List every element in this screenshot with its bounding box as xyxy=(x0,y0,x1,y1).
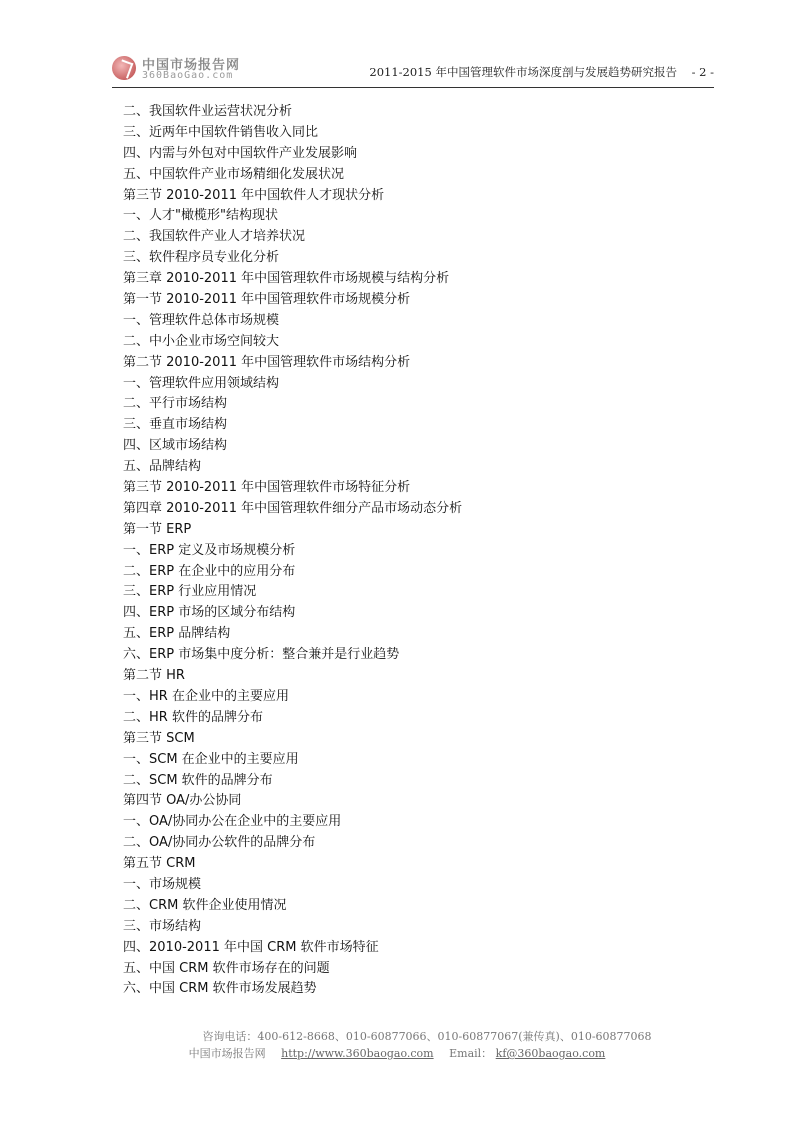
toc-item: 二、CRM 软件企业使用情况 xyxy=(123,897,287,913)
toc-item: 三、近两年中国软件销售收入同比 xyxy=(123,124,319,140)
toc-item: 一、HR 在企业中的主要应用 xyxy=(123,688,289,704)
toc-item: 四、区域市场结构 xyxy=(123,438,228,454)
toc-item: 六、中国 CRM 软件市场发展趋势 xyxy=(123,981,317,997)
toc-item: 一、市场规模 xyxy=(123,876,202,892)
page-number: - 2 - xyxy=(691,65,714,79)
toc-item: 三、ERP 行业应用情况 xyxy=(123,584,257,600)
site-logo[interactable] xyxy=(112,52,252,88)
toc-item: 第四节 OA/办公协同 xyxy=(123,793,242,809)
logo-text-en: 360BaoGao.com xyxy=(142,70,234,81)
toc-item: 一、OA/协同办公在企业中的主要应用 xyxy=(123,814,342,830)
toc-item: 五、中国 CRM 软件市场存在的问题 xyxy=(123,960,330,976)
header-divider xyxy=(112,87,714,88)
toc-item: 四、2010-2011 年中国 CRM 软件市场特征 xyxy=(123,939,379,955)
logo-text-cn: 中国市场报告网 xyxy=(142,58,241,73)
toc-item: 二、平行市场结构 xyxy=(123,396,228,412)
toc-item: 第三章 2010-2011 年中国管理软件市场规模与结构分析 xyxy=(123,271,450,287)
toc-item: 第三节 2010-2011 年中国管理软件市场特征分析 xyxy=(123,480,411,496)
toc-item: 二、SCM 软件的品牌分布 xyxy=(123,772,273,788)
toc-item: 四、内需与外包对中国软件产业发展影响 xyxy=(123,145,358,161)
toc-item: 三、软件程序员专业化分析 xyxy=(123,250,280,266)
report-title xyxy=(369,64,714,80)
toc-item: 四、ERP 市场的区域分布结构 xyxy=(123,605,296,621)
footer-contact: 咨询电话：400-612-8668、010-60877066、010-60877067(兼传真)、010-60877068 xyxy=(202,1030,652,1043)
toc-item: 六、ERP 市场集中度分析：整合兼并是行业趋势 xyxy=(123,647,400,663)
toc-item: 第一节 2010-2011 年中国管理软件市场规模分析 xyxy=(123,292,411,308)
email-label: Email： xyxy=(449,1047,493,1060)
email-link[interactable]: kf@360baogao.com xyxy=(495,1047,606,1060)
toc-item: 二、ERP 在企业中的应用分布 xyxy=(123,563,296,579)
toc-item: 一、SCM 在企业中的主要应用 xyxy=(123,751,299,767)
toc-item: 三、市场结构 xyxy=(123,918,202,934)
footer-site-name: 中国市场报告网 xyxy=(188,1047,266,1060)
toc-item: 第四章 2010-2011 年中国管理软件细分产品市场动态分析 xyxy=(123,500,463,516)
toc-item: 二、HR 软件的品牌分布 xyxy=(123,709,263,725)
toc-item: 第三节 SCM xyxy=(123,730,195,746)
toc-item: 一、ERP 定义及市场规模分析 xyxy=(123,542,296,558)
toc-item: 一、管理软件总体市场规模 xyxy=(123,312,280,328)
toc-item: 二、OA/协同办公软件的品牌分布 xyxy=(123,835,316,851)
toc-item: 三、垂直市场结构 xyxy=(123,417,228,433)
toc-item: 二、中小企业市场空间较大 xyxy=(123,333,280,349)
toc-item: 第五节 CRM xyxy=(123,856,196,872)
toc-item: 第二节 2010-2011 年中国管理软件市场结构分析 xyxy=(123,354,411,370)
toc-item: 第三节 2010-2011 年中国软件人才现状分析 xyxy=(123,187,385,203)
toc-item: 二、我国软件产业人才培养状况 xyxy=(123,229,306,245)
toc-item: 五、中国软件产业市场精细化发展状况 xyxy=(123,166,345,182)
toc-item: 五、品牌结构 xyxy=(123,459,202,475)
site-link[interactable]: http://www.360baogao.com xyxy=(281,1047,434,1060)
toc-item: 第二节 HR xyxy=(123,668,185,684)
toc-item: 二、我国软件业运营状况分析 xyxy=(123,104,293,119)
table-of-contents xyxy=(123,102,723,1000)
toc-item: 一、人才"橄榄形"结构现状 xyxy=(123,208,278,224)
footer-links xyxy=(0,1045,794,1061)
page-header xyxy=(112,52,714,88)
toc-item: 一、管理软件应用领域结构 xyxy=(123,375,280,391)
toc-item: 五、ERP 品牌结构 xyxy=(123,626,231,642)
toc-item: 第一节 ERP xyxy=(123,521,192,537)
logo-icon xyxy=(112,56,136,80)
report-title-text: 2011-2015 年中国管理软件市场深度剖与发展趋势研究报告 xyxy=(369,65,677,79)
